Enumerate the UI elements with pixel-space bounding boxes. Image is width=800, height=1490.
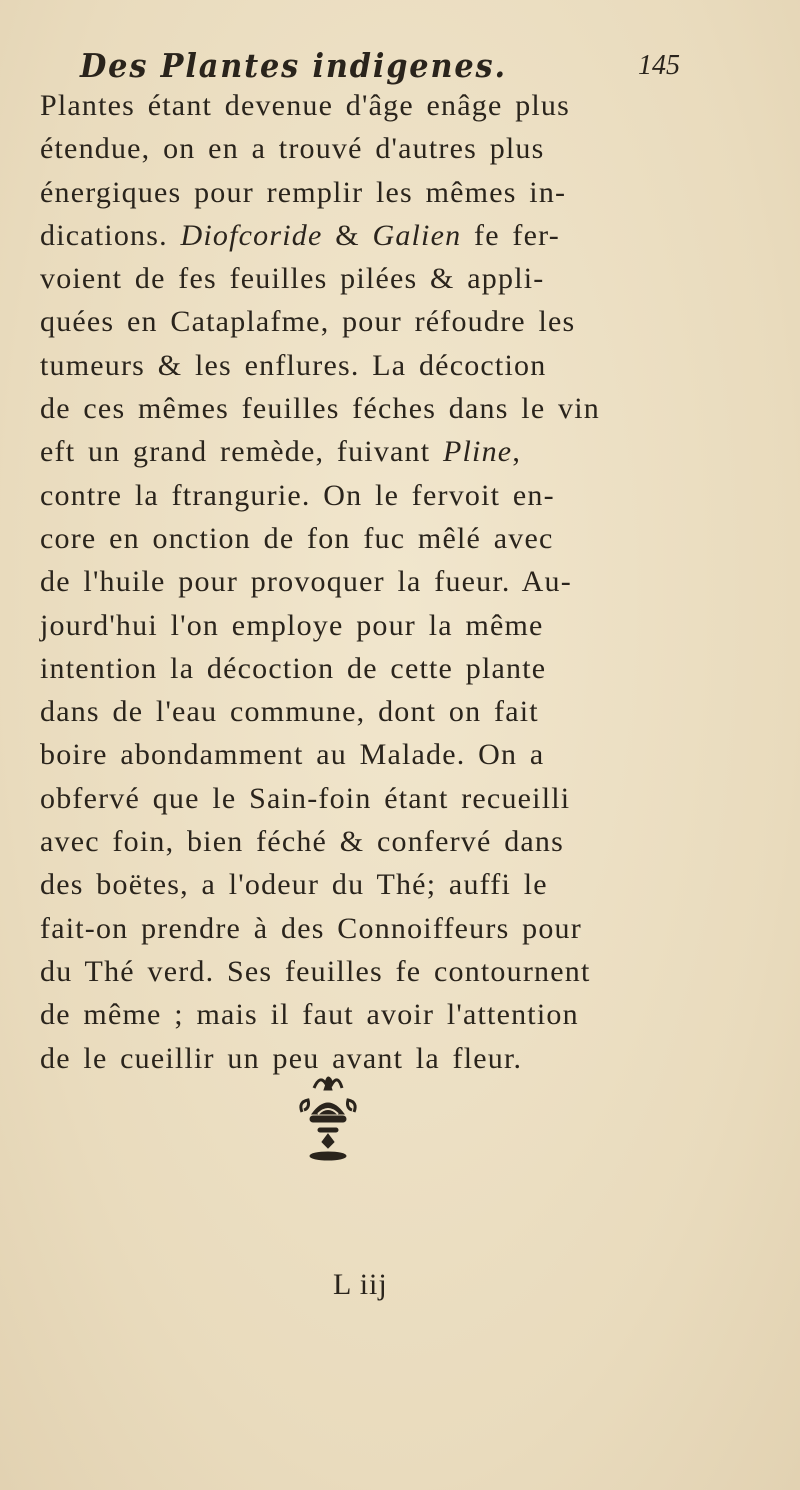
text-line xyxy=(40,344,680,387)
text-segment: eft un grand remède, fuivant xyxy=(40,435,431,469)
page-number: 145 xyxy=(638,50,680,81)
text-segment: énergiques pour remplir les mêmes in- xyxy=(40,175,567,209)
text-segment: voient de fes feuilles pilées & appli- xyxy=(40,262,545,296)
text-segment: intention la décoction de cette plante xyxy=(40,651,547,685)
text-segment: jourd'hui l'on employe pour la même xyxy=(40,608,544,642)
text-line xyxy=(40,560,680,603)
text-segment: core en onction de fon fuc mêlé avec xyxy=(40,521,554,555)
text-segment: avec foin, bien féché & confervé dans xyxy=(40,825,565,859)
text-segment: fait-on prendre à des Connoiffeurs pour xyxy=(40,911,582,945)
text-line xyxy=(40,604,680,647)
text-line xyxy=(40,214,680,257)
text-line xyxy=(40,777,680,820)
text-line xyxy=(40,517,680,560)
fleuron-ornament-icon xyxy=(288,1068,368,1178)
text-segment: dications. xyxy=(40,218,168,252)
text-segment: quées en Cataplafme, pour réfoudre les xyxy=(40,305,576,339)
text-segment: de l'huile pour provoquer la fueur. Au- xyxy=(40,565,572,599)
text-line xyxy=(40,300,680,343)
text-segment: obfervé que le Sain-foin étant recueilli xyxy=(40,781,571,815)
text-segment: des boëtes, a l'odeur du Thé; auffi le xyxy=(40,868,548,902)
text-line xyxy=(40,993,680,1036)
text-segment: tumeurs & les enflures. La décoction xyxy=(40,348,547,382)
text-segment: de le cueillir un peu avant la fleur. xyxy=(40,1041,523,1075)
body-text xyxy=(40,84,680,1080)
text-line xyxy=(40,863,680,906)
text-line xyxy=(40,127,680,170)
text-segment: , xyxy=(512,435,522,469)
signature-mark: L iij xyxy=(333,1268,388,1301)
author-name-dioscoride: Diofcoride xyxy=(180,218,323,252)
text-line xyxy=(40,647,680,690)
text-line xyxy=(40,733,680,776)
text-line xyxy=(40,430,680,473)
text-line xyxy=(40,387,680,430)
text-line xyxy=(40,84,680,127)
text-line xyxy=(40,171,680,214)
text-segment: boire abondamment au Malade. On a xyxy=(40,738,545,772)
text-segment: de même ; mais il faut avoir l'attention xyxy=(40,998,579,1032)
text-segment: contre la ftrangurie. On le fervoit en- xyxy=(40,478,555,512)
text-line xyxy=(40,950,680,993)
text-line xyxy=(40,907,680,950)
author-name-galien: Galien xyxy=(372,218,462,252)
text-segment: & xyxy=(335,218,360,252)
text-line xyxy=(40,690,680,733)
text-segment: étendue, on en a trouvé d'autres plus xyxy=(40,132,545,166)
running-head xyxy=(80,40,680,88)
text-segment: du Thé verd. Ses feuilles fe contournent xyxy=(40,954,591,988)
text-line xyxy=(40,474,680,517)
running-title: Des Plantes indigenes. xyxy=(80,46,507,85)
author-name-pline: Pline xyxy=(443,435,513,469)
text-segment: fe fer- xyxy=(474,218,560,252)
text-segment: de ces mêmes feuilles féches dans le vin xyxy=(40,392,600,426)
text-line xyxy=(40,820,680,863)
text-line xyxy=(40,257,680,300)
text-segment: dans de l'eau commune, dont on fait xyxy=(40,695,539,729)
text-segment: Plantes étant devenue d'âge enâge plus xyxy=(40,89,570,122)
